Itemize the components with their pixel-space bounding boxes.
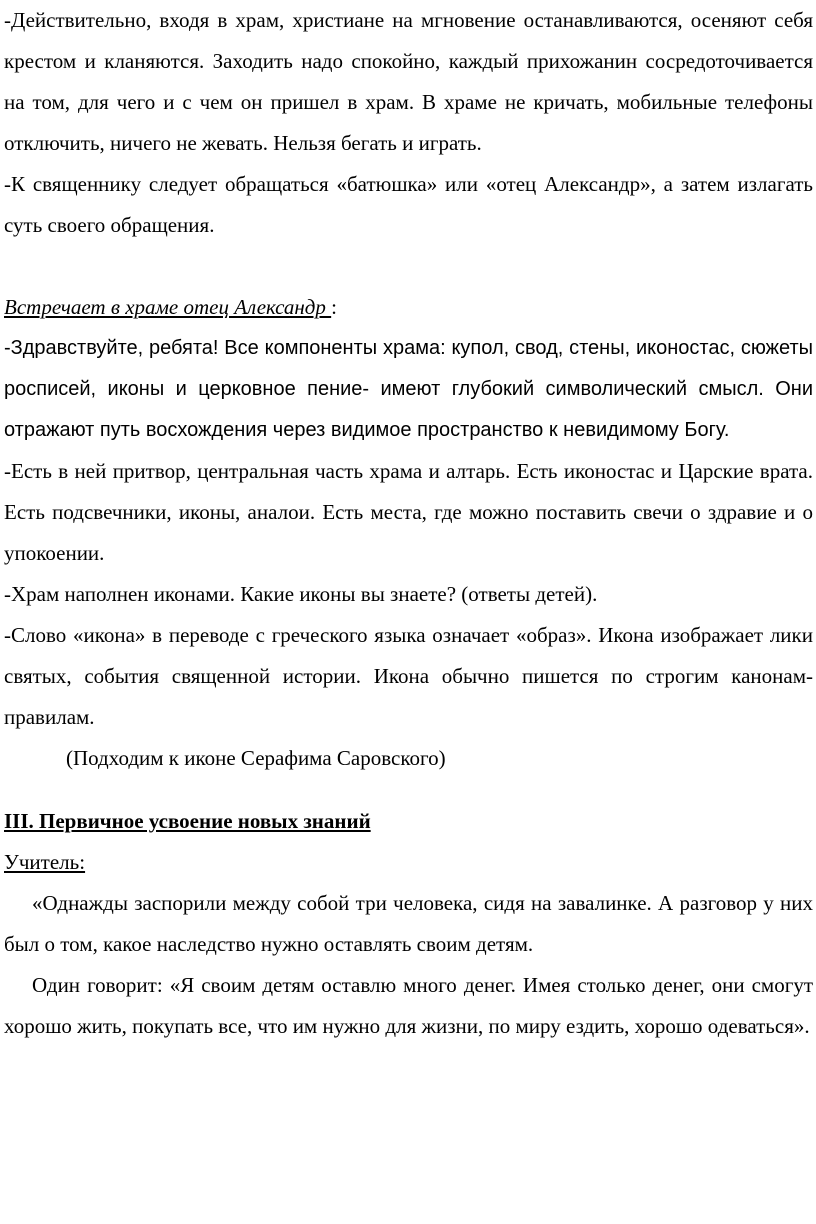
paragraph-priest-greets bbox=[4, 287, 813, 328]
paragraph-icons-question: -Храм наполнен иконами. Какие иконы вы знаете? (ответы детей). bbox=[4, 582, 598, 606]
paragraph-story-start: «Однажды заспорили между собой три человека, сидя на завалинке. А разговор у них был о том, какое наследство нужно оставлять своим детям. bbox=[4, 891, 813, 956]
teacher-label-line bbox=[4, 842, 813, 883]
section-heading: III. Первичное усвоение новых знаний bbox=[4, 809, 371, 833]
paragraph-addressing-priest: -К священнику следует обращаться «батюшка» или «отец Александр», а затем излагать суть своего обращения. bbox=[4, 172, 813, 237]
paragraph-icon-meaning: -Слово «икона» в переводе с греческого языка означает «образ». Икона изображает лики святых, события священной истории. Икона обычно пишется по строгим канонам-правилам. bbox=[4, 623, 813, 729]
paragraph-temple-components: -Здравствуйте, ребята! Все компоненты храма: купол, свод, стены, иконостас, сюжеты росписей, иконы и церковное пение- имеют глубокий символический смысл. Они отражают путь восхождения через видимое пространство к невидимому Богу. bbox=[4, 337, 813, 441]
note-approach-icon: (Подходим к иконе Серафима Саровского) bbox=[66, 746, 446, 770]
paragraph-first-man: Один говорит: «Я своим детям оставлю много денег. Имея столько денег, они смогут хорошо жить, покупать все, что им нужно для жизни, по миру ездить, хорошо одеваться». bbox=[4, 973, 813, 1038]
paragraph-temple-parts: -Есть в ней притвор, центральная часть храма и алтарь. Есть иконостас и Царские врата. Есть подсвечники, иконы, аналои. Есть места, где можно поставить свечи о здравие и о упокоении. bbox=[4, 459, 813, 565]
blank-line bbox=[4, 779, 813, 801]
priest-greets-lead: Встречает в храме отец Александр bbox=[4, 295, 332, 319]
paragraph-temple-entry: -Действительно, входя в храм, христиане на мгновение останавливаются, осеняют себя крестом и кланяются. Заходить надо спокойно, каждый прихожанин сосредоточивается на том, для чего и с чем он пришел в храм. В храме не кричать, мобильные телефоны отключить, ничего не жевать. Нельзя бегать и играть. bbox=[4, 8, 813, 155]
blank-line bbox=[4, 246, 813, 287]
priest-greets-colon: : bbox=[331, 295, 337, 319]
teacher-label: Учитель: bbox=[4, 850, 86, 874]
